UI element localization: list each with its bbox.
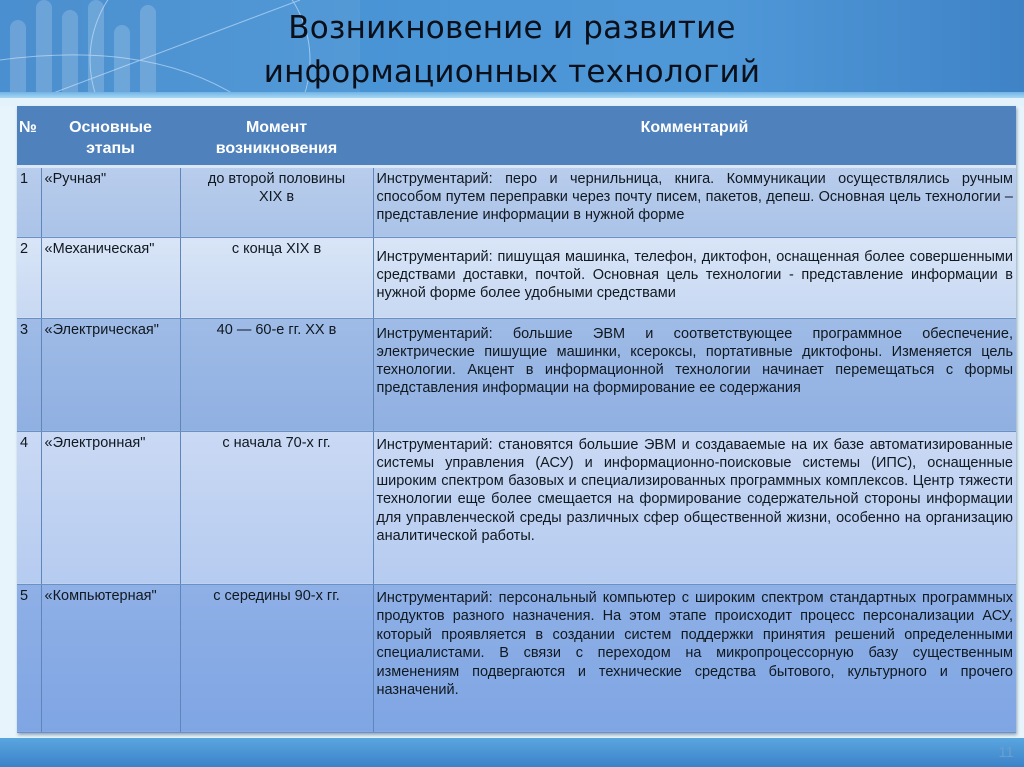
stages-table-container <box>17 106 1016 733</box>
row-moment: до второй половины XIX в <box>180 166 373 237</box>
row-stage: «Механическая" <box>41 237 180 318</box>
row-num: 4 <box>17 431 41 584</box>
slide-title-line-2: информационных технологий <box>263 54 761 90</box>
header-moment: Момент возникновения <box>180 106 373 166</box>
table-row <box>17 584 1016 732</box>
row-moment: с конца XIX в <box>180 237 373 318</box>
row-stage: «Ручная" <box>41 166 180 237</box>
row-stage: «Электронная" <box>41 431 180 584</box>
header-comment: Комментарий <box>373 106 1016 166</box>
slide-title-line-1: Возникновение и развитие <box>288 10 736 46</box>
stages-table <box>17 106 1016 733</box>
row-comment: Инструментарий: перо и чернильница, книга. Коммуникации осуществлялись ручным способом путем переправки через почту писем, пакетов, депеш. Основная цель технологии – представление информации в нужной форме <box>373 166 1016 237</box>
header-num: № <box>17 106 41 166</box>
row-moment: 40 — 60-е гг. XX в <box>180 318 373 431</box>
table-row <box>17 166 1016 237</box>
row-stage: «Электрическая" <box>41 318 180 431</box>
row-moment: с начала 70-х гг. <box>180 431 373 584</box>
footer-bar <box>0 738 1024 767</box>
table-row <box>17 237 1016 318</box>
row-comment: Инструментарий: большие ЭВМ и соответствующее программное обеспечение, электрические пишущие машинки, ксероксы, портативные диктофоны. Изменяется цель технологии. Акцент в информационной технологии начинает перемещаться с формы представления информации на формирование ее содержания <box>373 318 1016 431</box>
title-banner <box>0 0 1024 98</box>
table-row <box>17 431 1016 584</box>
table-header-row <box>17 106 1016 166</box>
slide-number: 11 <box>998 744 1014 761</box>
row-comment: Инструментарий: персональный компьютер с широким спектром стандартных программных продуктов разного назначения. На этом этапе происходит процесс персонализации АСУ, который проявляется в создании систем поддержки принятия решений определенными специалистами. В связи с переходом на микропроцессорную базу существенным изменениям подвергаются и технические средства бытового, культурного и прочего назначений. <box>373 584 1016 732</box>
row-num: 2 <box>17 237 41 318</box>
row-num: 3 <box>17 318 41 431</box>
header-stage: Основные этапы <box>41 106 180 166</box>
row-comment: Инструментарий: пишущая машинка, телефон, диктофон, оснащенная более совершенными средствами доставки, почтой. Основная цель технологии - представление информации в нужной форме более удобными средствами <box>373 237 1016 318</box>
row-num: 5 <box>17 584 41 732</box>
row-stage: «Компьютерная" <box>41 584 180 732</box>
row-comment: Инструментарий: становятся большие ЭВМ и создаваемые на их базе автоматизированные системы управления (АСУ) и информационно-поисковые системы (ИПС), оснащенные широким спектром базовых и специализированных программных комплексов. Центр тяжести технологии еще более смещается на формирование содержательной стороны информации для управленческой среды различных сфер общественной жизни, особенно на организацию аналитической работы. <box>373 431 1016 584</box>
table-row <box>17 318 1016 431</box>
separator-strip <box>0 98 1024 106</box>
slide-title <box>0 6 1024 94</box>
row-num: 1 <box>17 166 41 237</box>
row-moment: с середины 90-х гг. <box>180 584 373 732</box>
